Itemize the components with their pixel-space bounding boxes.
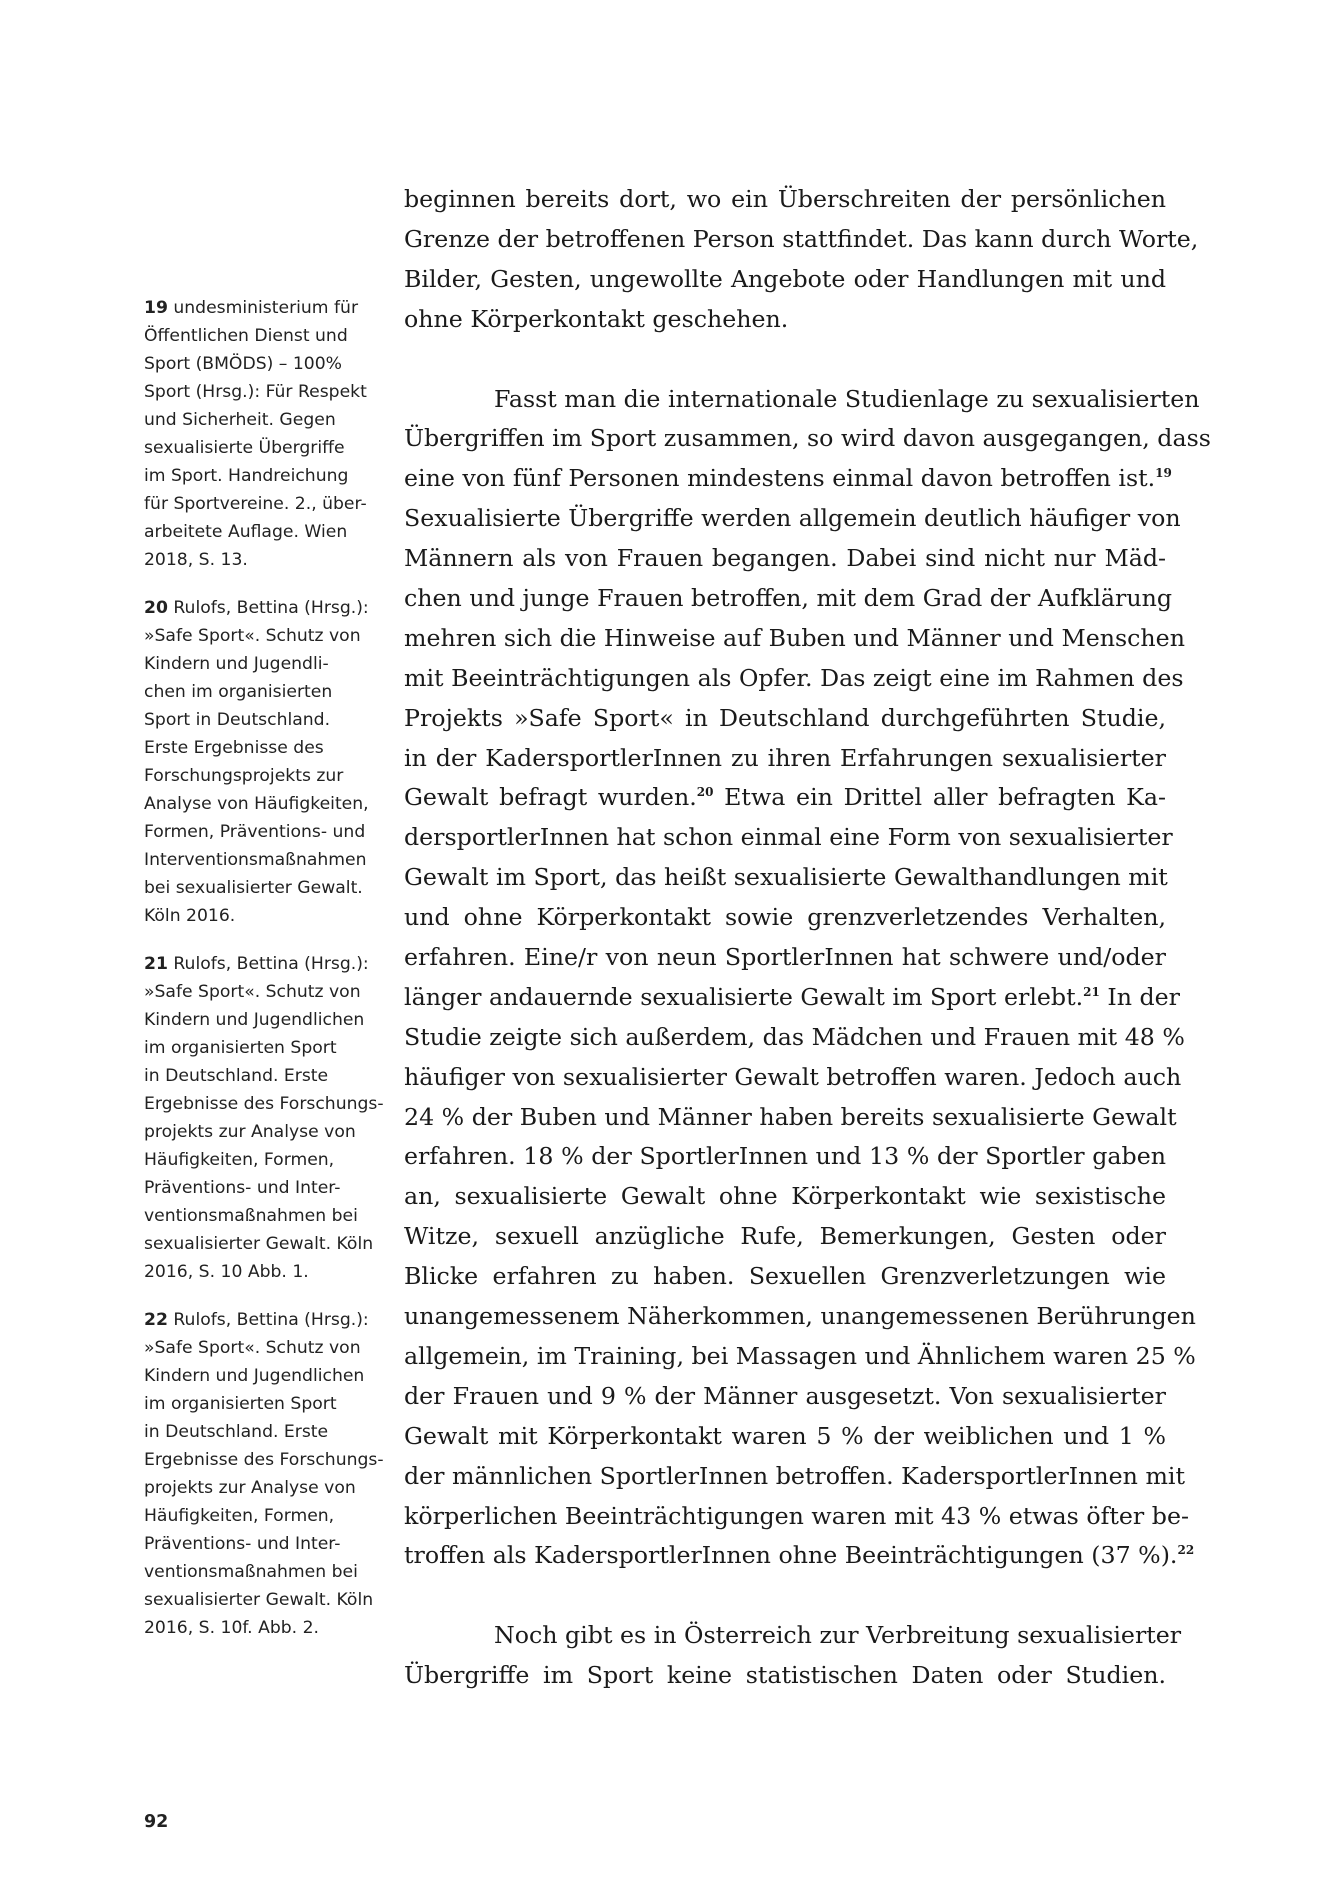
footnote-number: 21 xyxy=(144,954,168,974)
footnote-text: sexualisierte Übergriffe xyxy=(144,438,345,458)
body-paragraph xyxy=(404,1616,1182,1696)
footnote-line xyxy=(144,706,389,734)
footnote-line xyxy=(144,1230,389,1258)
footnote-line xyxy=(144,1034,389,1062)
footnote-line xyxy=(144,350,389,378)
footnote-line xyxy=(144,1614,389,1642)
footnote-line xyxy=(144,1446,389,1474)
footnote-line xyxy=(144,818,389,846)
footnote-line xyxy=(144,1202,389,1230)
body-text-segment: Grenze der betroffenen Person stattfindet. Das kann durch Worte, xyxy=(404,224,1199,253)
footnote-text: sexualisierter Gewalt. Köln xyxy=(144,1590,374,1610)
footnote-line xyxy=(144,978,389,1006)
body-text-segment: troffen als KadersportlerInnen ohne Beeinträchtigungen (37 %). xyxy=(404,1541,1178,1570)
footnote-line xyxy=(144,1558,389,1586)
footnote-text: in Deutschland. Erste xyxy=(144,1066,329,1086)
footnote-line xyxy=(144,518,389,546)
footnote-text: Kindern und Jugendlichen xyxy=(144,1366,365,1386)
footnote-line xyxy=(144,1474,389,1502)
body-line xyxy=(404,180,1166,220)
body-text-segment: Witze, sexuell anzügliche Rufe, Bemerkungen, Gesten oder xyxy=(404,1222,1166,1251)
body-text-segment: Übergriffe im Sport keine statistischen Daten oder Studien. xyxy=(404,1661,1166,1690)
footnote-line xyxy=(144,1174,389,1202)
footnote-text: projekts zur Analyse von xyxy=(144,1122,356,1142)
body-text-segment: der männlichen SportlerInnen betroffen. KadersportlerInnen mit xyxy=(404,1461,1186,1490)
body-line xyxy=(404,1177,1166,1217)
body-text-segment: Studie zeigte sich außerdem, das Mädchen und Frauen mit 48 % xyxy=(404,1022,1185,1051)
footnotes-column xyxy=(144,294,389,1662)
footnote-line xyxy=(144,594,389,622)
footnote-text: Rulofs, Bettina (Hrsg.): xyxy=(173,1310,369,1330)
footnote-text: bei sexualisierter Gewalt. xyxy=(144,878,363,898)
footnote-text: Ergebnisse des Forschungs- xyxy=(144,1094,384,1114)
body-line xyxy=(404,300,1166,340)
footnote-line xyxy=(144,546,389,574)
body-line xyxy=(404,1137,1166,1177)
body-text-segment: Sexualisierte Übergriffe werden allgemein deutlich häufiger von xyxy=(404,504,1181,533)
body-text-segment: unangemessenem Näherkommen, unangemessenen Berührungen xyxy=(404,1302,1196,1331)
body-text-segment: Noch gibt es in Österreich zur Verbreitung sexualisierter xyxy=(494,1621,1182,1650)
footnote-text: Präventions- und Inter- xyxy=(144,1178,341,1198)
footnote-reference: 19 xyxy=(1155,466,1172,481)
footnote-reference: 22 xyxy=(1177,1543,1195,1558)
footnote-text: Sport (Hrsg.): Für Respekt xyxy=(144,382,367,402)
footnote-text: »Safe Sport«. Schutz von xyxy=(144,1338,361,1358)
footnote-line xyxy=(144,950,389,978)
footnote-line xyxy=(144,734,389,762)
body-line xyxy=(404,1337,1196,1377)
body-line xyxy=(404,499,1181,539)
footnote-text: Formen, Präventions- und xyxy=(144,822,366,842)
footnote-19 xyxy=(144,294,389,574)
footnote-line xyxy=(144,1362,389,1390)
footnote-line xyxy=(144,902,389,930)
footnote-text: Erste Ergebnisse des xyxy=(144,738,324,758)
body-line xyxy=(404,898,1166,938)
body-text-segment: Fasst man die internationale Studienlage zu sexualisierten xyxy=(494,384,1200,413)
footnote-20 xyxy=(144,594,389,930)
body-line xyxy=(404,1217,1166,1257)
footnote-text: Rulofs, Bettina (Hrsg.): xyxy=(173,598,369,618)
footnote-line xyxy=(144,1418,389,1446)
body-text-segment: und ohne Körperkontakt sowie grenzverletzendes Verhalten, xyxy=(404,903,1166,932)
footnote-text: im organisierten Sport xyxy=(144,1394,337,1414)
footnote-text: Kindern und Jugendlichen xyxy=(144,1010,365,1030)
footnote-line xyxy=(144,1118,389,1146)
footnote-text: »Safe Sport«. Schutz von xyxy=(144,982,361,1002)
footnote-text: chen im organisierten xyxy=(144,682,333,702)
footnote-text: 2018, S. 13. xyxy=(144,550,248,570)
body-line xyxy=(404,1098,1177,1138)
body-line xyxy=(404,419,1211,459)
footnote-line xyxy=(144,406,389,434)
footnote-line xyxy=(144,1258,389,1286)
body-line xyxy=(404,1058,1182,1098)
footnote-text: Köln 2016. xyxy=(144,906,236,926)
footnote-text: ventionsmaßnahmen bei xyxy=(144,1562,358,1582)
body-text-segment: Gewalt im Sport, das heißt sexualisierte Gewalthandlungen mit xyxy=(404,863,1168,892)
footnote-line xyxy=(144,1146,389,1174)
body-text-segment: Übergriffen im Sport zusammen, so wird davon ausgegangen, dass xyxy=(404,424,1211,453)
body-line xyxy=(404,978,1181,1018)
footnote-text: für Sportvereine. 2., über- xyxy=(144,494,367,514)
body-text-segment: länger andauernde sexualisierte Gewalt im Sport erlebt. xyxy=(404,982,1084,1011)
body-text-segment: Gewalt befragt wurden. xyxy=(404,783,697,812)
footnote-text: 2016, S. 10 Abb. 1. xyxy=(144,1262,309,1282)
footnote-text: Ergebnisse des Forschungs- xyxy=(144,1450,384,1470)
footnote-line xyxy=(144,1530,389,1558)
body-line xyxy=(404,1536,1195,1576)
body-text-segment: erfahren. Eine/r von neun SportlerInnen hat schwere und/oder xyxy=(404,943,1166,972)
body-text-segment: an, sexualisierte Gewalt ohne Körperkontakt wie sexistische xyxy=(404,1182,1166,1211)
footnote-text: im Sport. Handreichung xyxy=(144,466,349,486)
footnote-line xyxy=(144,650,389,678)
body-line xyxy=(404,1656,1166,1696)
footnote-21 xyxy=(144,950,389,1286)
body-text-segment: Projekts »Safe Sport« in Deutschland durchgeführten Studie, xyxy=(404,703,1166,732)
footnote-text: Analyse von Häufigkeiten, xyxy=(144,794,369,814)
footnote-text: arbeitete Auflage. Wien xyxy=(144,522,348,542)
footnote-text: Sport (BMÖDS) – 100% xyxy=(144,354,342,374)
footnote-line xyxy=(144,874,389,902)
body-line xyxy=(404,1457,1186,1497)
body-text-segment: erfahren. 18 % der SportlerInnen und 13 % der Sportler gaben xyxy=(404,1142,1166,1171)
body-line xyxy=(404,1018,1185,1058)
body-text-segment: der Frauen und 9 % der Männer ausgesetzt. Von sexualisierter xyxy=(404,1381,1166,1410)
body-line xyxy=(404,778,1166,818)
body-text-segment: mit Beeinträchtigungen als Opfer. Das zeigt eine im Rahmen des xyxy=(404,663,1184,692)
body-line xyxy=(404,659,1184,699)
footnote-number: 20 xyxy=(144,598,168,618)
footnote-line xyxy=(144,1334,389,1362)
footnote-text: Sport in Deutschland. xyxy=(144,710,331,730)
body-text-segment: chen und junge Frauen betroffen, mit dem Grad der Aufklärung xyxy=(404,584,1173,613)
body-text-segment: Gewalt mit Körperkontakt waren 5 % der weiblichen und 1 % xyxy=(404,1421,1166,1450)
footnote-text: 2016, S. 10f. Abb. 2. xyxy=(144,1618,320,1638)
footnote-line xyxy=(144,434,389,462)
footnote-text: undesministerium für xyxy=(173,298,359,318)
footnote-text: ventionsmaßnahmen bei xyxy=(144,1206,358,1226)
footnote-text: Öffentlichen Dienst und xyxy=(144,326,348,346)
footnote-line xyxy=(144,1062,389,1090)
body-text-segment: beginnen bereits dort, wo ein Überschreiten der persönlichen xyxy=(404,185,1166,213)
footnote-line xyxy=(144,1586,389,1614)
footnote-number: 19 xyxy=(144,298,168,318)
footnote-text: Häufigkeiten, Formen, xyxy=(144,1506,335,1526)
body-line xyxy=(404,459,1172,499)
body-text-segment: Bilder, Gesten, ungewollte Angebote oder Handlungen mit und xyxy=(404,264,1166,293)
body-line xyxy=(404,579,1173,619)
footnote-reference: 21 xyxy=(1083,985,1100,1000)
body-line xyxy=(404,1417,1166,1457)
footnote-line xyxy=(144,790,389,818)
footnote-line xyxy=(144,378,389,406)
body-text-segment: ohne Körperkontakt geschehen. xyxy=(404,304,789,333)
footnote-line xyxy=(144,1090,389,1118)
body-text-segment: mehren sich die Hinweise auf Buben und Männer und Menschen xyxy=(404,623,1185,652)
body-text-segment: in der KadersportlerInnen zu ihren Erfahrungen sexualisierter xyxy=(404,743,1166,772)
body-text-segment: körperlichen Beeinträchtigungen waren mit 43 % etwas öfter be- xyxy=(404,1501,1189,1530)
body-line xyxy=(404,619,1185,659)
body-line xyxy=(404,1616,1182,1656)
body-paragraph xyxy=(404,180,1199,340)
body-text-segment: Männern als von Frauen begangen. Dabei sind nicht nur Mäd- xyxy=(404,544,1166,573)
footnote-text: »Safe Sport«. Schutz von xyxy=(144,626,361,646)
footnote-line xyxy=(144,678,389,706)
footnote-line xyxy=(144,762,389,790)
footnote-line xyxy=(144,1390,389,1418)
body-line xyxy=(404,1257,1166,1297)
body-line xyxy=(404,938,1166,978)
body-text-segment: 24 % der Buben und Männer haben bereits sexualisierte Gewalt xyxy=(404,1102,1177,1131)
footnote-text: Interventionsmaßnahmen xyxy=(144,850,367,870)
body-text-segment: dersportlerInnen hat schon einmal eine Form von sexualisierter xyxy=(404,823,1173,852)
footnote-line xyxy=(144,294,389,322)
footnote-reference: 20 xyxy=(696,785,714,800)
footnote-22 xyxy=(144,1306,389,1642)
footnote-text: in Deutschland. Erste xyxy=(144,1422,329,1442)
main-body-text xyxy=(404,180,1211,1736)
footnote-text: Präventions- und Inter- xyxy=(144,1534,341,1554)
footnote-line xyxy=(144,1006,389,1034)
body-text-segment: häufiger von sexualisierter Gewalt betroffen waren. Jedoch auch xyxy=(404,1062,1182,1091)
footnote-line xyxy=(144,1306,389,1334)
body-line xyxy=(404,380,1200,420)
footnote-text: Kindern und Jugendli- xyxy=(144,654,329,674)
footnote-line xyxy=(144,462,389,490)
footnote-line xyxy=(144,622,389,650)
body-text-segment: Blicke erfahren zu haben. Sexuellen Grenzverletzungen wie xyxy=(404,1262,1166,1291)
page-number: 92 xyxy=(144,1812,169,1832)
body-line xyxy=(404,858,1166,898)
body-line xyxy=(404,739,1166,779)
footnote-text: Häufigkeiten, Formen, xyxy=(144,1150,335,1170)
footnote-line xyxy=(144,322,389,350)
body-line xyxy=(404,220,1199,260)
footnote-text: im organisierten Sport xyxy=(144,1038,337,1058)
body-line xyxy=(404,539,1166,579)
body-line xyxy=(404,1377,1166,1417)
footnote-text: Rulofs, Bettina (Hrsg.): xyxy=(173,954,369,974)
footnote-text: sexualisierter Gewalt. Köln xyxy=(144,1234,374,1254)
body-text-segment: eine von fünf Personen mindestens einmal davon betroffen ist. xyxy=(404,464,1156,493)
footnote-line xyxy=(144,1502,389,1530)
footnote-text: projekts zur Analyse von xyxy=(144,1478,356,1498)
body-text-segment: In der xyxy=(1099,982,1181,1011)
body-line xyxy=(404,260,1166,300)
footnote-number: 22 xyxy=(144,1310,168,1330)
body-text-segment: allgemein, im Training, bei Massagen und Ähnlichem waren 25 % xyxy=(404,1341,1196,1370)
footnote-text: Forschungsprojekts zur xyxy=(144,766,344,786)
body-line xyxy=(404,699,1166,739)
footnote-line xyxy=(144,490,389,518)
footnote-line xyxy=(144,846,389,874)
body-text-segment: Etwa ein Drittel aller befragten Ka- xyxy=(713,783,1167,812)
body-line xyxy=(404,1497,1189,1537)
footnote-text: und Sicherheit. Gegen xyxy=(144,410,336,430)
body-line xyxy=(404,1297,1196,1337)
body-line xyxy=(404,818,1173,858)
body-paragraph xyxy=(404,380,1211,1577)
